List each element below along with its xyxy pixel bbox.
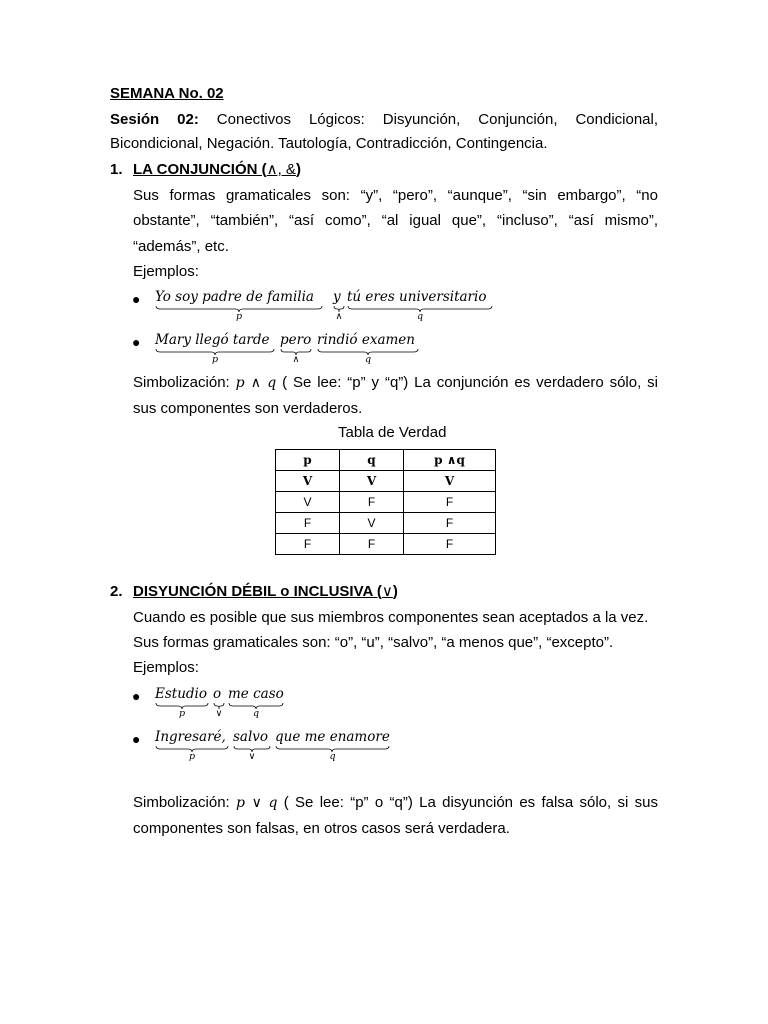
section2-number: 2. <box>110 583 123 600</box>
example-segment <box>233 729 271 762</box>
symbolization-text: ( Se lee: “p” o “q”) La disyunción es falsa sólo, si sus <box>277 794 658 811</box>
formula-p-or-q: p ∨ q <box>236 795 278 811</box>
section1-heading <box>133 160 658 180</box>
session-line-1 <box>110 110 658 130</box>
table-cell: V <box>340 513 404 534</box>
table-row <box>276 492 496 513</box>
table-cell: F <box>404 534 496 555</box>
segment-text: pero <box>280 332 312 348</box>
section1-symbolization-line-1 <box>133 373 658 393</box>
example-segment <box>228 686 284 719</box>
example-segment <box>333 289 345 322</box>
section2-symbolization-line-1 <box>133 793 658 813</box>
section2-paragraph-2: Sus formas gramaticales son: “o”, “u”, “salvo”, “a menos que”, “excepto”. <box>133 634 614 651</box>
example-segment <box>280 332 312 365</box>
table-cell: F <box>276 534 340 555</box>
table-cell: V <box>404 471 496 492</box>
table-header: p <box>276 450 340 471</box>
segment-text: Ingresaré, <box>155 729 226 745</box>
truth-table-conjunction <box>275 449 496 555</box>
week-title: SEMANA No. 02 <box>110 85 224 102</box>
segment-symbol: p <box>178 708 186 719</box>
segment-text: o <box>213 686 222 702</box>
table-cell: F <box>340 534 404 555</box>
section1-number: 1. <box>110 161 123 178</box>
section1-title-close: ) <box>295 161 301 178</box>
week-heading <box>110 84 658 104</box>
segment-symbol: p <box>235 311 243 322</box>
example-segment <box>155 289 323 322</box>
table-row <box>276 534 496 555</box>
table-cell: F <box>404 492 496 513</box>
segment-symbol: p <box>211 354 219 365</box>
segment-text: rindió examen <box>317 332 415 348</box>
section1-forms-line-1: Sus formas gramaticales son: “y”, “pero”, “aunque”, “sin embargo”, “no <box>133 187 658 204</box>
table-cell: V <box>340 471 404 492</box>
segment-symbol: q <box>329 751 336 762</box>
symbolization-label: Simbolización: <box>133 794 237 811</box>
section2-heading <box>133 582 658 602</box>
segment-text: me caso <box>228 686 284 702</box>
section2-title-symbol: ∨ <box>381 583 393 600</box>
segment-text: Mary llegó tarde <box>155 332 270 348</box>
table-cell: V <box>276 471 340 492</box>
example-segment <box>213 686 225 719</box>
bullet-icon: ● <box>132 731 141 747</box>
section2-title-close: ) <box>392 583 398 600</box>
example-segment <box>155 332 275 365</box>
segment-text: que me enamore <box>275 729 390 745</box>
segment-text: salvo <box>233 729 269 745</box>
table-cell: F <box>340 492 404 513</box>
section1-title: LA CONJUNCIÓN ( <box>133 161 267 178</box>
formula-p-and-q: p ∧ q <box>235 375 277 391</box>
session-text-1: Conectivos Lógicos: Disyunción, Conjunción, Condicional, <box>216 111 659 128</box>
bullet-icon: ● <box>132 688 141 704</box>
section1-symbolization-line-2: sus componentes son verdaderos. <box>133 400 363 417</box>
segment-text: tú eres universitario <box>347 289 487 305</box>
table-row <box>276 471 496 492</box>
table-header: q <box>340 450 404 471</box>
segment-symbol: ∨ <box>248 751 256 762</box>
example-segment <box>155 729 229 762</box>
session-line-2: Bicondicional, Negación. Tautología, Contradicción, Contingencia. <box>110 135 548 152</box>
table-header: p ∧q <box>404 450 496 471</box>
segment-symbol: ∨ <box>215 708 223 719</box>
symbolization-text: ( Se lee: “p” y “q”) La conjunción es verdadero sólo, si <box>276 374 658 391</box>
segment-text: Estudio <box>155 686 207 702</box>
segment-symbol: ∧ <box>292 354 300 365</box>
bullet-icon: ● <box>132 334 141 350</box>
table-cell: F <box>404 513 496 534</box>
section1-examples-label: Ejemplos: <box>133 263 199 280</box>
section1-title-symbols: ∧, & <box>266 161 296 178</box>
section1-forms-line-2: obstante”, “también”, “así como”, “al igual que”, “incluso”, “así mismo”, <box>133 212 658 229</box>
segment-symbol: q <box>364 354 372 365</box>
segment-text: Yo soy padre de familia <box>155 289 314 305</box>
section2-symbolization-line-2: componentes son falsas, en otros casos será verdadera. <box>133 820 510 837</box>
example-segment <box>275 729 390 762</box>
segment-symbol: q <box>252 708 260 719</box>
table-row <box>276 513 496 534</box>
example-segment <box>347 289 493 322</box>
segment-text: y <box>333 289 341 305</box>
section2-examples-label: Ejemplos: <box>133 659 199 676</box>
example-segment <box>317 332 419 365</box>
table-header-row <box>276 450 496 471</box>
symbolization-label: Simbolización: <box>133 374 236 391</box>
section1-forms-line-3: “además”, etc. <box>133 238 229 255</box>
session-label: Sesión 02: <box>110 111 199 128</box>
example-segment <box>155 686 209 719</box>
section2-title: DISYUNCIÓN DÉBIL o INCLUSIVA ( <box>133 583 382 600</box>
segment-symbol: p <box>188 751 196 762</box>
table-cell: V <box>276 492 340 513</box>
bullet-icon: ● <box>132 291 141 307</box>
segment-symbol: ∧ <box>335 311 343 322</box>
section2-paragraph-1: Cuando es posible que sus miembros componentes sean aceptados a la vez. <box>133 609 649 626</box>
table-cell: F <box>276 513 340 534</box>
truth-table-title: Tabla de Verdad <box>338 424 447 441</box>
segment-symbol: q <box>416 311 424 322</box>
